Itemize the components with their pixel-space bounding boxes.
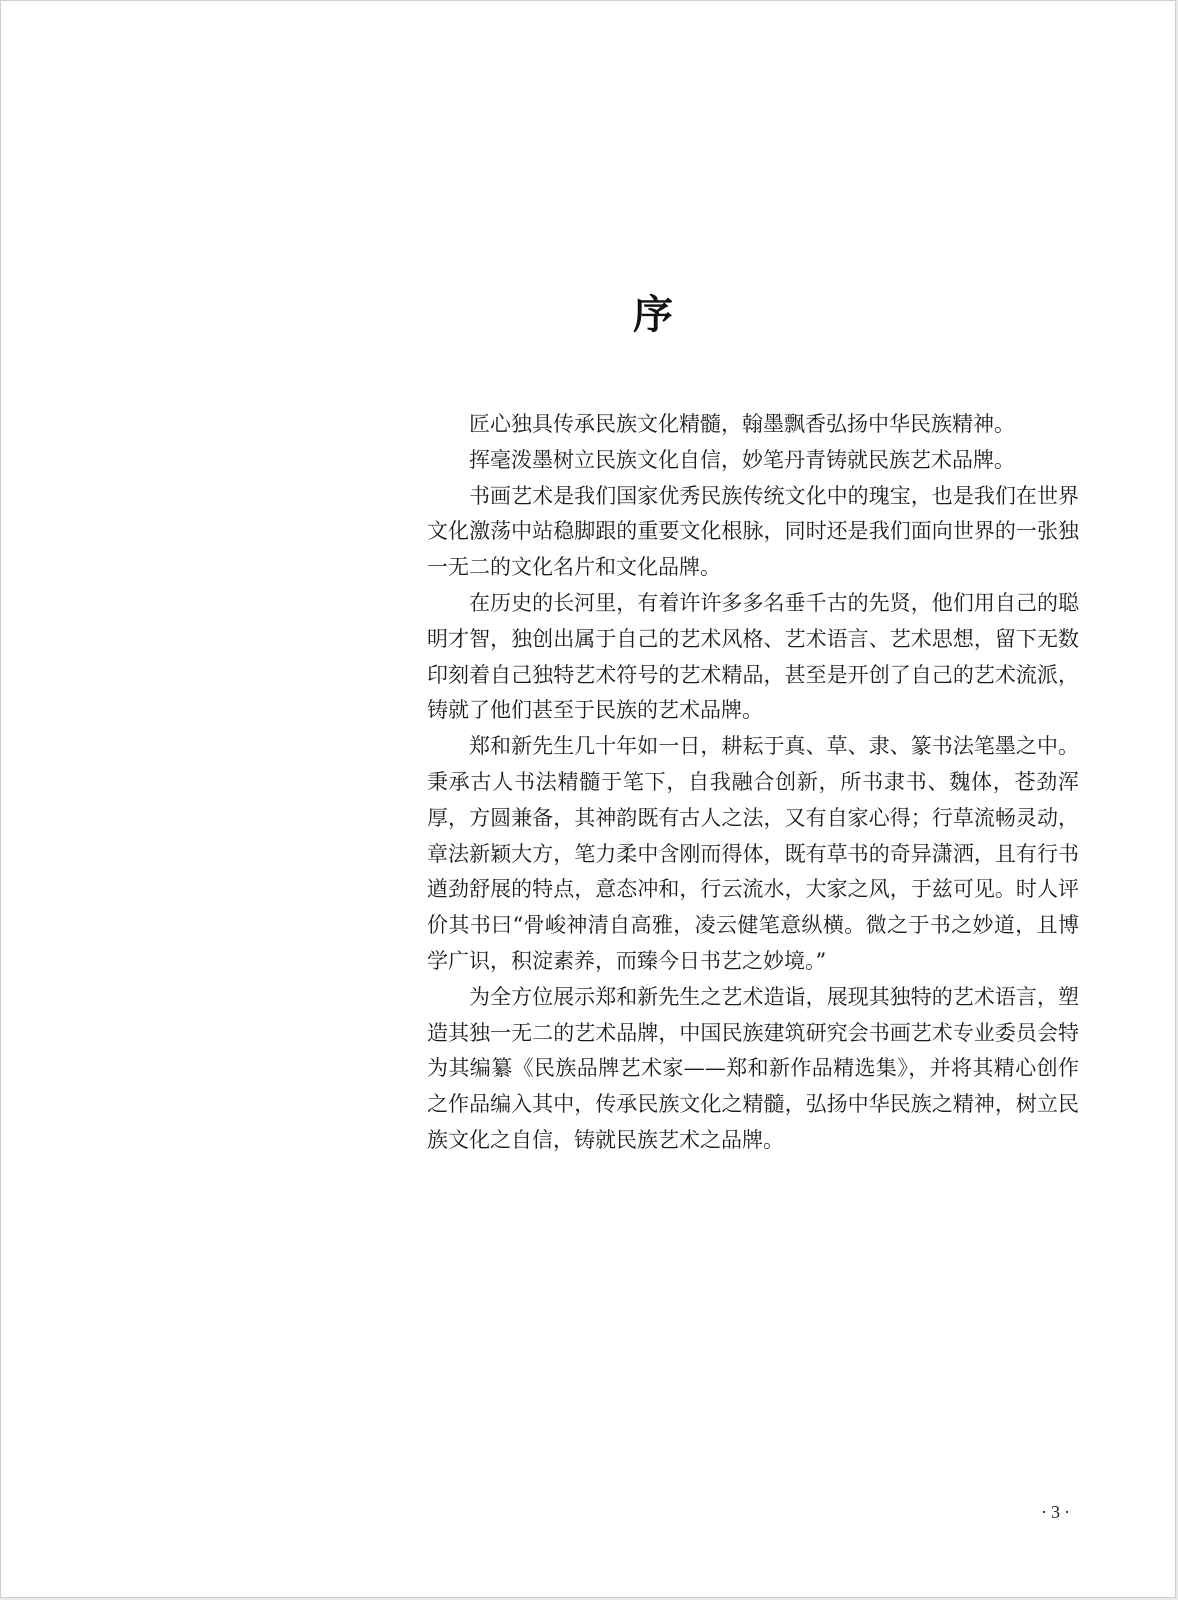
paragraph: 挥毫泼墨树立民族文化自信，妙笔丹青铸就民族艺术品牌。 [469,447,1015,472]
paragraph: 在历史的长河里，有着许许多多名垂千古的先贤，他们用自己的聪明才智，独创出属于自己的艺术风格、艺术语言、艺术思想，留下无数印刻着自己独特艺术符号的艺术精品，甚至是开创了自己的艺术流派，铸就了他们甚至于民族的艺术品牌。 [427,590,1079,723]
preface-body [427,407,1079,1159]
paragraph: 书画艺术是我们国家优秀民族传统文化中的瑰宝，也是我们在世界文化激荡中站稳脚跟的重要文化根脉，同时还是我们面向世界的一张独一无二的文化名片和文化品牌。 [427,483,1079,580]
paragraph: 为全方位展示郑和新先生之艺术造诣，展现其独特的艺术语言，塑造其独一无二的艺术品牌，中国民族建筑研究会书画艺术专业委员会特为其编纂《民族品牌艺术家——郑和新作品精选集》，并将其精心创作之作品编入其中，传承民族文化之精髓，弘扬中华民族之精神，树立民族文化之自信，铸就民族艺术之品牌。 [427,984,1079,1152]
page-number: ·3· [1041,1502,1074,1522]
paragraph: 郑和新先生几十年如一日，耕耘于真、草、隶、篆书法笔墨之中。秉承古人书法精髓于笔下，自我融合创新，所书隶书、魏体，苍劲浑厚，方圆兼备，其神韵既有古人之法，又有自家心得；行草流畅灵动，章法新颖大方，笔力柔中含刚而得体，既有草书的奇异潇洒，且有行书遒劲舒展的特点，意态冲和，行云流水，大家之风，于兹可见。时人评价其书曰“骨峻神清自高雅，凌云健笔意纵横。微之于书之妙道，且博学广识，积淀素养，而臻今日书艺之妙境。” [427,734,1079,973]
paragraph: 匠心独具传承民族文化精髓，翰墨飘香弘扬中华民族精神。 [469,412,1015,436]
page-title: 序 [633,291,673,338]
